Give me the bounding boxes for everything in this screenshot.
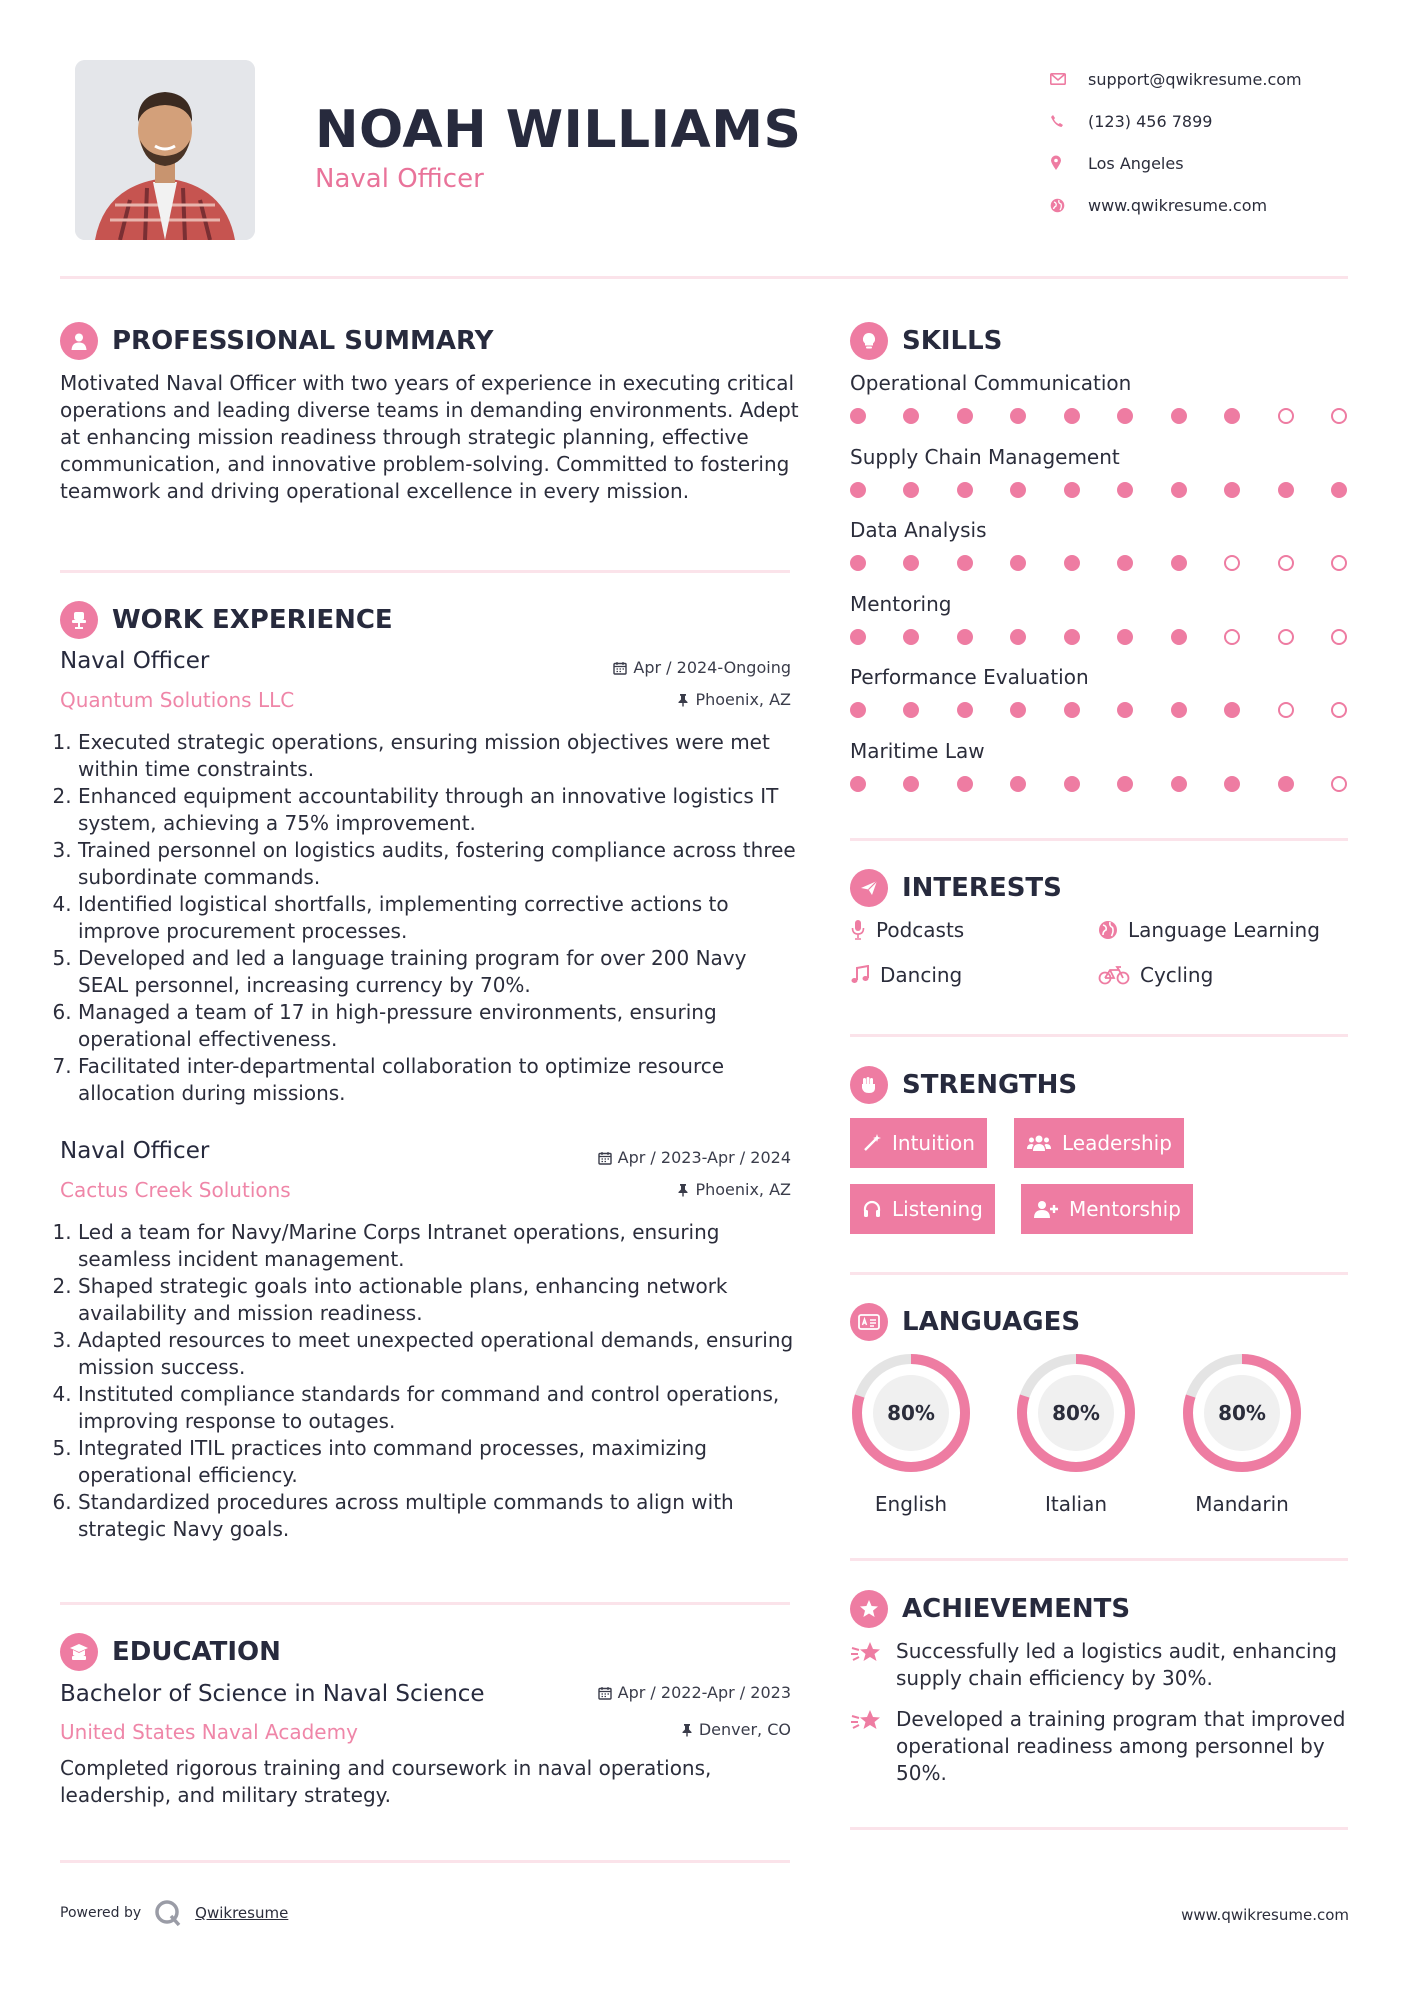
language-name: Italian [1044, 1492, 1108, 1516]
rating-dot-filled [1117, 776, 1133, 792]
languages-heading [850, 1303, 1080, 1341]
rating-dot-filled [1224, 408, 1240, 424]
experience-heading-text: WORK EXPERIENCE [112, 605, 393, 635]
job-bullets [60, 1219, 800, 1543]
summary-heading-text: PROFESSIONAL SUMMARY [112, 326, 494, 356]
language-percent: 80% [887, 1401, 935, 1425]
strength-label: Listening [892, 1197, 983, 1221]
experience-divider [60, 1602, 790, 1605]
award-star-icon [850, 1706, 884, 1787]
rating-dot-empty [1278, 629, 1294, 645]
rating-dot-filled [1010, 482, 1026, 498]
fist-icon [850, 1066, 888, 1104]
lightbulb-icon [850, 322, 888, 360]
qwikresume-link[interactable]: Qwikresume [195, 1904, 289, 1922]
job-bullet: 5. Developed and led a language training program for over 200 Navy SEAL personnel, increasing currency by 70%. [78, 945, 800, 999]
interest-label: Cycling [1140, 963, 1214, 987]
rating-dot-filled [1064, 408, 1080, 424]
rating-dot-filled [1117, 629, 1133, 645]
achievements-heading-text: ACHIEVEMENTS [902, 1594, 1131, 1624]
skills-divider [850, 838, 1348, 841]
language-progress-ring [850, 1352, 972, 1474]
rating-dot-filled [903, 702, 919, 718]
rating-dot-filled [957, 776, 973, 792]
rating-dot-filled [1064, 776, 1080, 792]
candidate-role: Naval Officer [315, 164, 484, 194]
education-date-text: Apr / 2022-Apr / 2023 [617, 1683, 791, 1702]
rating-dot-filled [1064, 629, 1080, 645]
award-star-icon [850, 1638, 884, 1692]
rating-dot-empty [1331, 408, 1347, 424]
magic-wand-icon [862, 1133, 882, 1153]
language-card-icon [850, 1303, 888, 1341]
rating-dot-filled [1171, 702, 1187, 718]
language-name: Mandarin [1195, 1492, 1289, 1516]
job-company: Cactus Creek Solutions [60, 1178, 291, 1202]
job-title: Naval Officer [60, 1138, 210, 1164]
star-badge-icon [850, 1590, 888, 1628]
education-divider [60, 1860, 790, 1863]
rating-dot-filled [1224, 482, 1240, 498]
achievements-divider [850, 1827, 1348, 1830]
skill-name: Supply Chain Management [850, 444, 1120, 469]
rating-dot-filled [1224, 702, 1240, 718]
strength-label: Leadership [1062, 1131, 1172, 1155]
rating-dot-empty [1331, 629, 1347, 645]
job-location-text: Phoenix, AZ [695, 1180, 791, 1199]
rating-dot-filled [1010, 555, 1026, 571]
job-date [598, 1148, 791, 1167]
strength-tag [850, 1118, 987, 1168]
rating-dot-filled [1117, 555, 1133, 571]
education-location [681, 1720, 791, 1739]
rating-dot-filled [1171, 629, 1187, 645]
job-company: Quantum Solutions LLC [60, 688, 295, 712]
contact-location [1050, 142, 1380, 184]
rating-dot-filled [850, 408, 866, 424]
bicycle-icon [1098, 965, 1130, 985]
skill-rating [850, 400, 1347, 424]
job-location [677, 690, 791, 709]
education-heading [60, 1633, 281, 1671]
skill-name: Performance Evaluation [850, 665, 1089, 689]
contact-website[interactable] [1050, 184, 1380, 226]
achievement-text: Successfully led a logistics audit, enhancing supply chain efficiency by 30%. [896, 1639, 1337, 1690]
rating-dot-filled [1010, 702, 1026, 718]
language-progress-ring [1015, 1352, 1137, 1474]
rating-dot-filled [957, 555, 973, 571]
summary-text: Motivated Naval Officer with two years of experience in executing critical operations and leading diverse teams in demanding environments. Adept at enhancing mission readiness through strategic planning, effective communication, and innovative problem-solving. Committed to fostering teamwork and driving operational excellence in every mission. [60, 371, 799, 503]
interests-heading [850, 869, 1062, 907]
rating-dot-filled [903, 408, 919, 424]
school-name: United States Naval Academy [60, 1720, 358, 1744]
job-bullet: 6. Standardized procedures across multiple commands to align with strategic Navy goals. [78, 1489, 800, 1543]
rating-dot-empty [1224, 629, 1240, 645]
achievement-item [850, 1706, 1350, 1787]
job-date-text: Apr / 2023-Apr / 2024 [617, 1148, 791, 1167]
interest-label: Dancing [880, 963, 963, 987]
job-bullet: 4. Instituted compliance standards for command and control operations, improving response to outages. [78, 1381, 800, 1435]
strength-tag [1014, 1118, 1184, 1168]
rating-dot-filled [1117, 482, 1133, 498]
skills-heading [850, 322, 1002, 360]
graduate-icon [60, 1633, 98, 1671]
footer-powered-by [60, 1898, 288, 1928]
skills-heading-text: SKILLS [902, 326, 1003, 356]
strengths-heading-text: STRENGTHS [902, 1070, 1078, 1100]
contact-phone[interactable] [1050, 100, 1380, 142]
rating-dot-filled [903, 629, 919, 645]
powered-by-text: Powered by [60, 1905, 142, 1921]
rating-dot-filled [1171, 555, 1187, 571]
rating-dot-filled [1064, 702, 1080, 718]
rating-dot-filled [1224, 776, 1240, 792]
skills-list [850, 368, 1350, 809]
rating-dot-filled [1010, 408, 1026, 424]
job-date-text: Apr / 2024-Ongoing [633, 658, 791, 677]
music-note-icon [850, 965, 870, 985]
rating-dot-filled [1117, 408, 1133, 424]
chair-icon [60, 601, 98, 639]
skill-item [850, 368, 1350, 442]
rating-dot-filled [850, 555, 866, 571]
rating-dot-empty [1278, 555, 1294, 571]
rating-dot-filled [1010, 629, 1026, 645]
language-name: English [874, 1492, 948, 1516]
rating-dot-filled [957, 408, 973, 424]
job-bullet: 2. Enhanced equipment accountability through an innovative logistics IT system, achieving a 75% improvement. [78, 783, 800, 837]
job-bullet: 1. Executed strategic operations, ensuring mission objectives were met within time constraints. [78, 729, 800, 783]
microphone-icon [850, 919, 866, 941]
interest-item [850, 918, 964, 942]
rating-dot-filled [957, 629, 973, 645]
strengths-divider [850, 1272, 1348, 1275]
skill-name: Data Analysis [850, 518, 987, 542]
paper-plane-icon [850, 869, 888, 907]
rating-dot-filled [1278, 776, 1294, 792]
rating-dot-empty [1331, 776, 1347, 792]
languages-heading-text: LANGUAGES [902, 1307, 1081, 1337]
strength-tag [850, 1184, 995, 1234]
calendar-icon [613, 661, 627, 675]
job-location [677, 1180, 791, 1199]
job-date [613, 658, 791, 677]
pushpin-icon [677, 1183, 689, 1197]
language-percent: 80% [1218, 1401, 1266, 1425]
pushpin-icon [677, 693, 689, 707]
envelope-icon [1050, 73, 1088, 85]
education-location-text: Denver, CO [698, 1720, 791, 1739]
skill-item [850, 515, 1350, 589]
rating-dot-empty [1278, 702, 1294, 718]
phone-icon [1050, 114, 1088, 128]
language-item [850, 1352, 972, 1516]
user-plus-icon [1033, 1199, 1059, 1219]
degree-title: Bachelor of Science in Naval Science [60, 1681, 485, 1707]
strength-label: Mentorship [1069, 1197, 1181, 1221]
strength-tag [1021, 1184, 1193, 1234]
rating-dot-filled [1171, 482, 1187, 498]
language-percent: 80% [1052, 1401, 1100, 1425]
skill-rating [850, 694, 1347, 718]
rating-dot-filled [1278, 482, 1294, 498]
calendar-icon [598, 1686, 612, 1700]
rating-dot-filled [903, 776, 919, 792]
contact-list [1050, 58, 1380, 226]
job-bullets [60, 729, 800, 1107]
achievement-text: Developed a training program that improved operational readiness among personnel by 50%. [896, 1707, 1346, 1785]
skill-item [850, 589, 1350, 663]
rating-dot-filled [850, 702, 866, 718]
interest-label: Podcasts [876, 918, 965, 942]
profile-photo [75, 60, 255, 240]
globe-icon [1050, 198, 1088, 213]
education-text: Completed rigorous training and coursework in naval operations, leadership, and military strategy. [60, 1756, 712, 1807]
rating-dot-filled [1117, 702, 1133, 718]
rating-dot-empty [1331, 555, 1347, 571]
interests-heading-text: INTERESTS [902, 873, 1062, 903]
job-bullet: 1. Led a team for Navy/Marine Corps Intranet operations, ensuring seamless incident management. [78, 1219, 800, 1273]
interest-item [850, 963, 962, 987]
skill-name: Maritime Law [850, 738, 985, 763]
achievement-item [850, 1638, 1350, 1692]
pushpin-icon [681, 1723, 693, 1737]
contact-email-text: support@qwikresume.com [1088, 69, 1302, 89]
strength-label: Intuition [892, 1131, 975, 1155]
language-item [1181, 1352, 1303, 1516]
language-progress-ring [1181, 1352, 1303, 1474]
rating-dot-filled [850, 482, 866, 498]
skill-item [850, 662, 1350, 736]
contact-website-text: www.qwikresume.com [1088, 195, 1268, 215]
globe-icon [1098, 920, 1118, 940]
job-bullet: 3. Trained personnel on logistics audits, fostering compliance across three subordinate commands. [78, 837, 800, 891]
rating-dot-filled [957, 702, 973, 718]
summary-heading [60, 322, 493, 360]
rating-dot-filled [1331, 482, 1347, 498]
interest-item [1098, 918, 1320, 942]
job-bullet: 3. Adapted resources to meet unexpected operational demands, ensuring mission success. [78, 1327, 800, 1381]
rating-dot-filled [1171, 776, 1187, 792]
job-title: Naval Officer [60, 648, 210, 674]
skill-name: Operational Communication [850, 371, 1132, 395]
rating-dot-empty [1331, 702, 1347, 718]
achievements-heading [850, 1590, 1130, 1628]
skill-rating [850, 621, 1347, 645]
contact-location-text: Los Angeles [1088, 153, 1184, 173]
skill-item [850, 442, 1350, 516]
header-divider [60, 276, 1348, 279]
contact-email[interactable] [1050, 58, 1380, 100]
interests-divider [850, 1034, 1348, 1037]
rating-dot-filled [903, 555, 919, 571]
language-item [1015, 1352, 1137, 1516]
rating-dot-filled [1064, 482, 1080, 498]
rating-dot-filled [1064, 555, 1080, 571]
calendar-icon [598, 1151, 612, 1165]
rating-dot-filled [957, 482, 973, 498]
rating-dot-filled [850, 629, 866, 645]
job-bullet: 5. Integrated ITIL practices into command processes, maximizing operational efficiency. [78, 1435, 800, 1489]
skill-rating [850, 547, 1347, 571]
rating-dot-filled [1010, 776, 1026, 792]
contact-phone-text: (123) 456 7899 [1088, 111, 1213, 131]
education-date [598, 1683, 791, 1702]
job-bullet: 7. Facilitated inter-departmental collaboration to optimize resource allocation during missions. [78, 1053, 800, 1107]
skill-rating [850, 474, 1347, 498]
skill-rating [850, 768, 1347, 792]
headphones-icon [862, 1199, 882, 1219]
education-heading-text: EDUCATION [112, 1637, 281, 1667]
candidate-name: NOAH WILLIAMS [315, 100, 802, 160]
job-bullet: 2. Shaped strategic goals into actionable plans, enhancing network availability and mission readiness. [78, 1273, 800, 1327]
footer-website[interactable]: www.qwikresume.com [1181, 1906, 1349, 1924]
user-icon [60, 322, 98, 360]
users-icon [1026, 1133, 1052, 1153]
skill-name: Mentoring [850, 591, 952, 616]
job-bullet: 6. Managed a team of 17 in high-pressure environments, ensuring operational effectiveness. [78, 999, 800, 1053]
qwikresume-logo-icon [153, 1898, 183, 1928]
interest-item [1098, 963, 1213, 987]
rating-dot-filled [1171, 408, 1187, 424]
strengths-heading [850, 1066, 1077, 1104]
rating-dot-empty [1278, 408, 1294, 424]
rating-dot-filled [850, 776, 866, 792]
languages-divider [850, 1558, 1348, 1561]
rating-dot-empty [1224, 555, 1240, 571]
skill-item [850, 736, 1350, 810]
interest-label: Language Learning [1128, 918, 1320, 942]
experience-heading [60, 601, 393, 639]
job-bullet: 4. Identified logistical shortfalls, implementing corrective actions to improve procurement processes. [78, 891, 800, 945]
job-location-text: Phoenix, AZ [695, 690, 791, 709]
rating-dot-filled [903, 482, 919, 498]
summary-divider [60, 570, 790, 573]
map-pin-icon [1050, 155, 1088, 171]
